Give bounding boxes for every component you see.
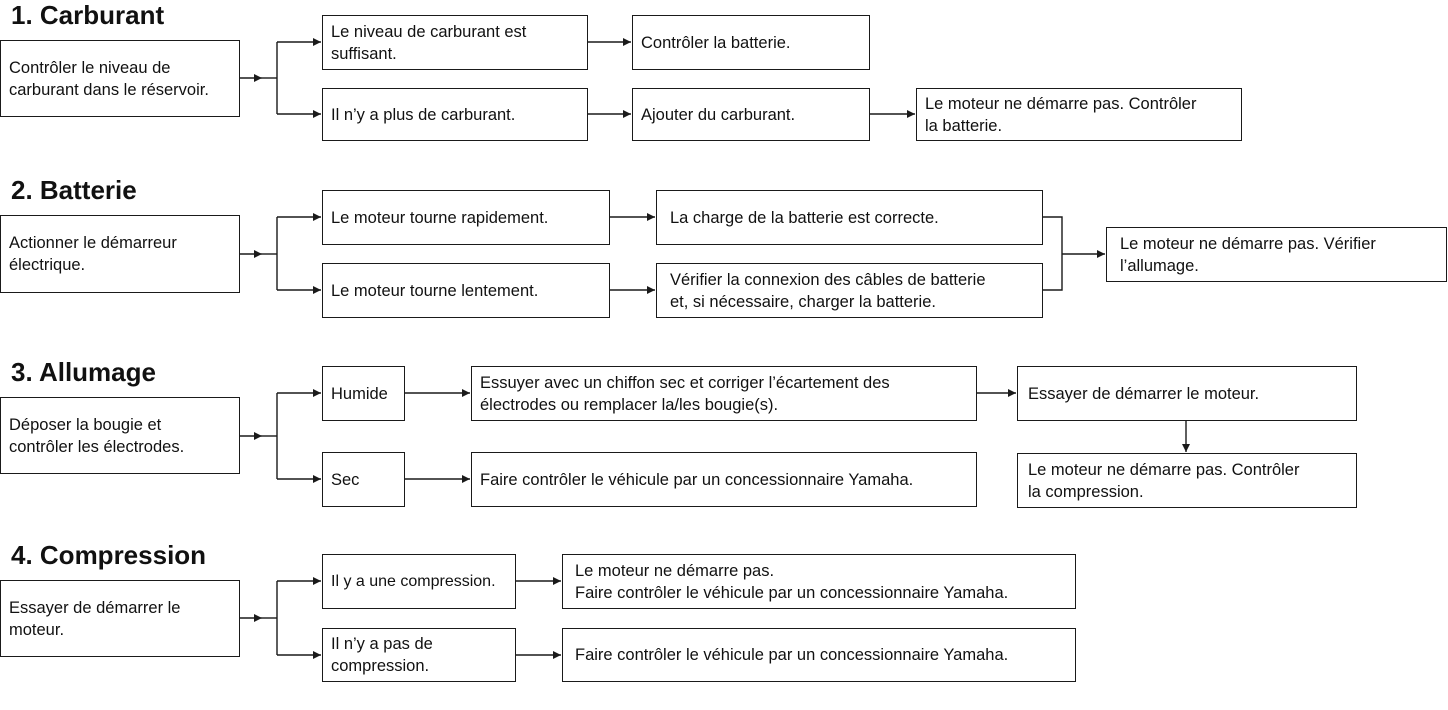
s3-start-text: Déposer la bougie et contrôler les électrodes. — [9, 415, 185, 456]
s2-fast-next-text: La charge de la batterie est correcte. — [670, 208, 939, 227]
s4-yes-next-box — [562, 554, 1076, 609]
s1-empty-text: Il n’y a plus de carburant. — [331, 105, 516, 124]
s3-wet-next-text: Essuyer avec un chiffon sec et corriger l’écartement des électrodes ou remplacer la/les bougie(s). — [480, 373, 890, 414]
s1-empty-box — [322, 88, 588, 141]
section-4-heading: 4. Compression — [11, 540, 207, 570]
s1-start-box — [0, 40, 240, 117]
s1-result-box — [916, 88, 1242, 141]
s2-start-text: Actionner le démarreur électrique. — [9, 234, 177, 274]
s2-merge-line — [1043, 217, 1062, 290]
s3-dry-text: Sec — [331, 470, 360, 489]
s3-dry-next-box — [471, 452, 977, 507]
s4-no-next-box — [562, 628, 1076, 682]
s3-result-text: Le moteur ne démarre pas. Contrôler la compression. — [1028, 460, 1300, 501]
s2-result-text: Le moteur ne démarre pas. Vérifier l’allumage. — [1120, 234, 1376, 275]
s4-yes-text: Il y a une compression. — [331, 572, 496, 590]
s3-try-box — [1017, 366, 1357, 421]
s2-fast-text: Le moteur tourne rapidement. — [331, 208, 549, 227]
s2-slow-next-text: Vérifier la connexion des câbles de batterie et, si nécessaire, charger la batterie. — [670, 270, 986, 311]
s1-ok-next-box — [632, 15, 870, 70]
s3-result-box — [1017, 453, 1357, 508]
s1-empty-next-text: Ajouter du carburant. — [641, 105, 796, 124]
s3-dry-next-text: Faire contrôler le véhicule par un concessionnaire Yamaha. — [480, 470, 914, 489]
s2-fast-box — [322, 190, 610, 245]
s1-start-text: Contrôler le niveau de carburant dans le réservoir. — [9, 58, 209, 99]
s3-try-text: Essayer de démarrer le moteur. — [1028, 384, 1260, 403]
s1-empty-next-box — [632, 88, 870, 141]
s2-slow-text: Le moteur tourne lentement. — [331, 281, 539, 300]
s2-start-box — [0, 215, 240, 293]
section-2-heading: 2. Batterie — [11, 175, 137, 205]
section-3-heading: 3. Allumage — [11, 357, 156, 387]
s4-yes-box — [322, 554, 516, 609]
s4-no-next-text: Faire contrôler le véhicule par un concessionnaire Yamaha. — [575, 646, 1009, 664]
s4-no-box — [322, 628, 516, 682]
s4-start-text: Essayer de démarrer le moteur. — [9, 598, 181, 639]
section-1-heading: 1. Carburant — [11, 0, 165, 30]
s1-ok-text: Le niveau de carburant est suffisant. — [331, 22, 527, 63]
s4-no-text: Il n’y a pas de compression. — [331, 635, 433, 675]
s2-result-box — [1106, 227, 1447, 282]
s2-slow-next-box — [656, 263, 1043, 318]
s3-wet-box — [322, 366, 405, 421]
s2-slow-box — [322, 263, 610, 318]
s4-yes-next-text: Le moteur ne démarre pas. Faire contrôler le véhicule par un concessionnaire Yamaha. — [575, 561, 1009, 602]
s1-ok-box — [322, 15, 588, 70]
s3-wet-text: Humide — [331, 384, 388, 403]
s3-wet-next-box — [471, 366, 977, 421]
s3-dry-box — [322, 452, 405, 507]
s1-result-text: Le moteur ne démarre pas. Contrôler la batterie. — [925, 94, 1197, 135]
s4-start-box — [0, 580, 240, 657]
s1-ok-next-text: Contrôler la batterie. — [641, 33, 791, 52]
s3-start-box — [0, 397, 240, 474]
s2-fast-next-box — [656, 190, 1043, 245]
